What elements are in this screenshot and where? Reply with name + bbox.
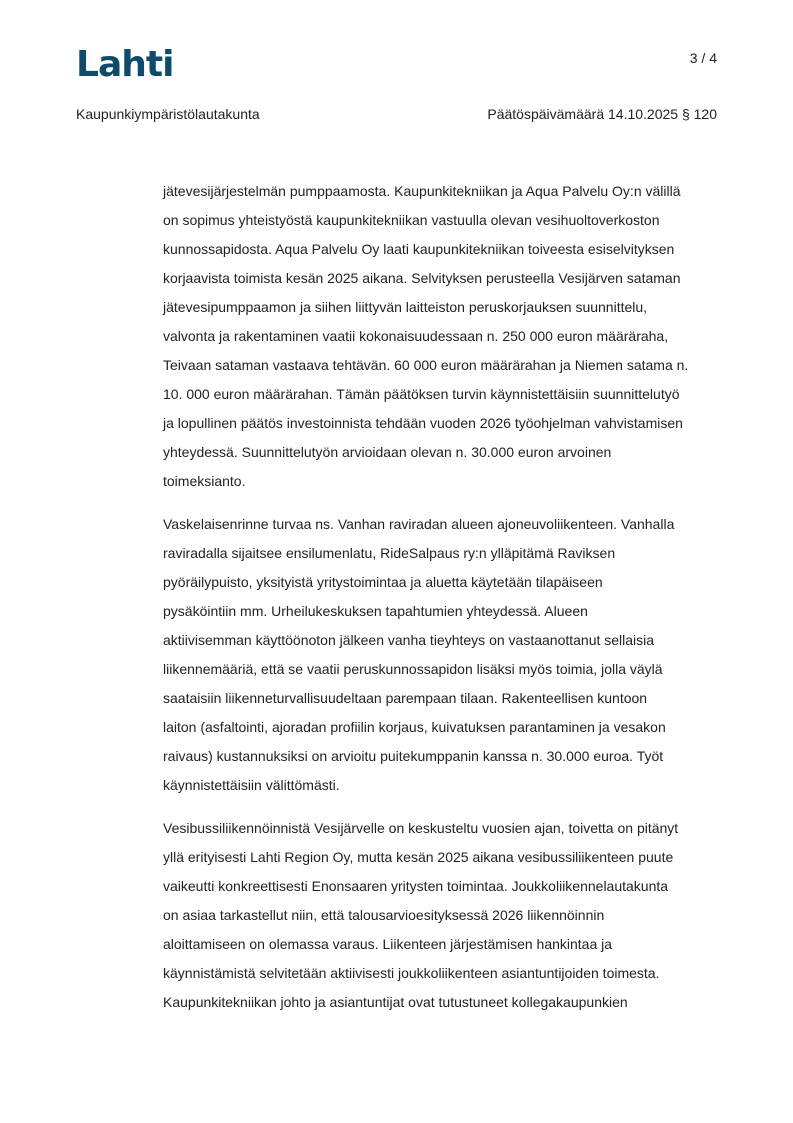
paragraph-line: kunnossapidosta. Aqua Palvelu Oy laati kaupunkitekniikan toiveesta esiselvityksen	[163, 241, 675, 257]
paragraph-line: toimeksianto.	[163, 473, 246, 489]
paragraph-line: ja lopullinen päätös investoinnista tehdään vuoden 2026 työohjelman vahvistamisen	[163, 415, 683, 431]
paragraph-line: Vesibussiliikennöinnistä Vesijärvelle on keskusteltu vuosien ajan, toivetta on pitänyt	[163, 820, 679, 836]
body-paragraph	[163, 510, 723, 800]
paragraph-line: Kaupunkitekniikan johto ja asiantuntijat ovat tutustuneet kollegakaupunkien	[163, 994, 628, 1010]
paragraph-line: 10. 000 euron määrärahan. Tämän päätöksen turvin käynnistettäisiin suunnittelutyö	[163, 386, 680, 402]
paragraph-line: liikennemääriä, että se vaatii peruskunnossapidon lisäksi myös toimia, jolla väylä	[163, 661, 663, 677]
paragraph-line: yhteydessä. Suunnittelutyön arvioidaan olevan n. 30.000 euron arvoinen	[163, 444, 612, 460]
document-body	[163, 177, 723, 1031]
paragraph-line: jätevesijärjestelmän pumppaamosta. Kaupunkitekniikan ja Aqua Palvelu Oy:n välillä	[163, 183, 681, 199]
paragraph-line: pyöräilypuisto, yksityistä yritystoimintaa ja aluetta käytetään tilapäiseen	[163, 574, 603, 590]
body-paragraph	[163, 177, 723, 496]
paragraph-line: yllä erityisesti Lahti Region Oy, mutta kesän 2025 aikana vesibussiliikenteen puute	[163, 849, 674, 865]
decision-date: Päätöspäivämäärä 14.10.2025 § 120	[487, 106, 717, 122]
body-paragraph	[163, 814, 723, 1017]
paragraph-line: Teivaan sataman vastaava tehtävän. 60 000 euron määrärahan ja Niemen satama n.	[163, 357, 689, 373]
paragraph-line: valvonta ja rakentaminen vaatii kokonaisuudessaan n. 250 000 euron määräraha,	[163, 328, 669, 344]
paragraph-line: pysäköintiin mm. Urheilukeskuksen tapahtumien yhteydessä. Alueen	[163, 603, 588, 619]
paragraph-line: raviradalla sijaitsee ensilumenlatu, RideSalpaus ry:n ylläpitämä Raviksen	[163, 545, 616, 561]
paragraph-line: käynnistettäisiin välittömästi.	[163, 777, 340, 793]
paragraph-line: saataisiin liikenneturvallisuudeltaan parempaan tilaan. Rakenteellisen kuntoon	[163, 690, 648, 706]
paragraph-line: aloittamiseen on olemassa varaus. Liikenteen järjestämisen hankintaa ja	[163, 936, 613, 952]
paragraph-line: raivaus) kustannuksiksi on arvioitu puitekumppanin kanssa n. 30.000 euroa. Työt	[163, 748, 664, 764]
committee-name: Kaupunkiympäristölautakunta	[76, 106, 260, 122]
paragraph-line: jätevesipumppaamon ja siihen liittyvän laitteiston peruskorjauksen suunnittelu,	[163, 299, 648, 315]
paragraph-line: laiton (asfaltointi, ajoradan profiilin korjaus, kuivatuksen parantaminen ja vesakon	[163, 719, 666, 735]
paragraph-line: aktiivisemman käyttöönoton jälkeen vanha tieyhteys on vastaanottanut sellaisia	[163, 632, 655, 648]
paragraph-line: käynnistämistä selvitetään aktiivisesti joukkoliikenteen asiantuntijoiden toimesta.	[163, 965, 660, 981]
paragraph-line: on sopimus yhteistyöstä kaupunkitekniikan vastuulla olevan vesihuoltoverkoston	[163, 212, 660, 228]
paragraph-line: korjaavista toimista kesän 2025 aikana. Selvityksen perusteella Vesijärven sataman	[163, 270, 681, 286]
paragraph-line: on asiaa tarkastellut niin, että talousarvioesityksessä 2026 liikennöinnin	[163, 907, 605, 923]
lahti-logo: Lahti	[76, 44, 174, 85]
paragraph-line: Vaskelaisenrinne turvaa ns. Vanhan raviradan alueen ajoneuvoliikenteen. Vanhalla	[163, 516, 675, 532]
page-number: 3 / 4	[689, 50, 717, 66]
paragraph-line: vaikeutti konkreettisesti Enonsaaren yritysten toimintaa. Joukkoliikennelautakunta	[163, 878, 669, 894]
